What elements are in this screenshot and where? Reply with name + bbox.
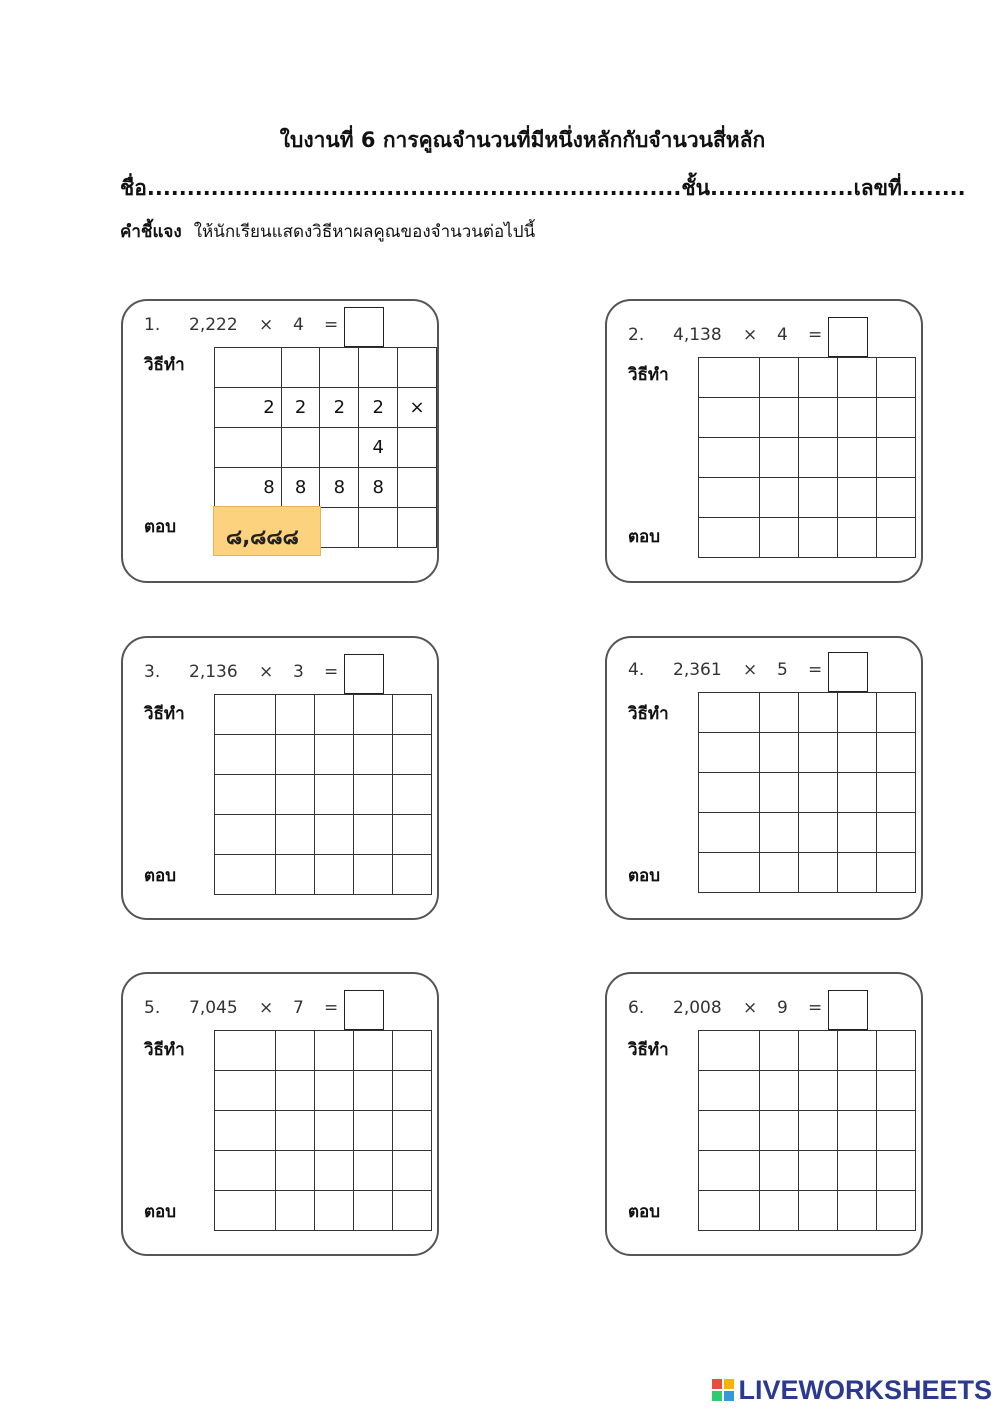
method-label: วิธีทำ: [144, 704, 185, 724]
grid-cell[interactable]: [354, 1151, 393, 1191]
grid-cell[interactable]: [877, 358, 916, 398]
grid-cell[interactable]: [398, 508, 437, 548]
grid-cell[interactable]: [398, 468, 437, 508]
grid-cell[interactable]: [799, 518, 838, 558]
grid-cell[interactable]: [354, 1071, 393, 1111]
grid-cell[interactable]: [838, 398, 877, 438]
grid-cell[interactable]: [393, 1031, 432, 1071]
method-label: วิธีทำ: [628, 704, 669, 724]
grid-cell[interactable]: [799, 358, 838, 398]
grid-cell[interactable]: [799, 693, 838, 733]
grid-cell[interactable]: [838, 1031, 877, 1071]
grid-cell[interactable]: [760, 1111, 799, 1151]
grid-cell[interactable]: [276, 695, 315, 735]
grid-cell[interactable]: [315, 1191, 354, 1231]
question-card-5: [121, 972, 439, 1256]
grid-cell[interactable]: [799, 1151, 838, 1191]
equals-sign: =: [808, 998, 823, 1018]
grid-cell[interactable]: 2: [359, 388, 398, 428]
grid-cell[interactable]: [215, 1031, 276, 1071]
grid-cell[interactable]: [354, 775, 393, 815]
grid-cell[interactable]: 8: [320, 468, 359, 508]
grid-cell[interactable]: [699, 518, 760, 558]
grid-cell[interactable]: [838, 518, 877, 558]
question-number: 4.: [628, 660, 645, 680]
grid-cell[interactable]: [276, 1151, 315, 1191]
grid-cell[interactable]: [838, 813, 877, 853]
grid-cell[interactable]: [215, 695, 276, 735]
grid-cell[interactable]: [699, 398, 760, 438]
grid-cell[interactable]: [877, 1151, 916, 1191]
grid-cell[interactable]: [393, 1191, 432, 1231]
grid-cell[interactable]: [699, 1031, 760, 1071]
grid-cell[interactable]: [699, 1071, 760, 1111]
grid-cell[interactable]: [393, 1151, 432, 1191]
grid-cell[interactable]: [877, 1071, 916, 1111]
grid-cell[interactable]: 8: [281, 468, 320, 508]
grid-cell[interactable]: [699, 478, 760, 518]
grid-cell[interactable]: [315, 855, 354, 895]
grid-cell[interactable]: [799, 813, 838, 853]
grid-cell[interactable]: [838, 478, 877, 518]
grid-cell[interactable]: [354, 735, 393, 775]
grid-cell[interactable]: [877, 773, 916, 813]
grid-cell[interactable]: [699, 773, 760, 813]
grid-cell[interactable]: [215, 775, 276, 815]
grid-cell[interactable]: [320, 428, 359, 468]
grid-cell[interactable]: [760, 398, 799, 438]
grid-cell[interactable]: [276, 735, 315, 775]
grid-cell[interactable]: [354, 815, 393, 855]
grid-cell[interactable]: [393, 855, 432, 895]
grid-cell[interactable]: [877, 1031, 916, 1071]
multiplier: 5: [777, 660, 788, 680]
grid-cell[interactable]: [315, 1111, 354, 1151]
work-grid: [214, 694, 432, 895]
grid-cell[interactable]: [699, 853, 760, 893]
grid-cell[interactable]: [315, 1031, 354, 1071]
method-label: วิธีทำ: [628, 365, 669, 385]
grid-cell[interactable]: [276, 1031, 315, 1071]
multiplicand: 2,222: [189, 315, 238, 335]
answer-box[interactable]: [828, 990, 868, 1030]
grid-cell[interactable]: [354, 1031, 393, 1071]
grid-cell[interactable]: [699, 693, 760, 733]
grid-cell[interactable]: [877, 693, 916, 733]
times-sign: ×: [743, 660, 758, 680]
grid-cell[interactable]: [315, 1071, 354, 1111]
grid-cell[interactable]: [315, 775, 354, 815]
grid-cell[interactable]: [699, 358, 760, 398]
grid-cell[interactable]: [760, 358, 799, 398]
answer-label: ตอบ: [628, 1202, 661, 1222]
grid-cell[interactable]: [276, 1191, 315, 1231]
grid-cell[interactable]: [760, 1071, 799, 1111]
grid-cell[interactable]: [276, 815, 315, 855]
grid-cell[interactable]: [838, 693, 877, 733]
grid-cell[interactable]: [320, 348, 359, 388]
grid-cell[interactable]: [838, 1071, 877, 1111]
grid-cell[interactable]: [799, 438, 838, 478]
grid-cell[interactable]: [215, 1151, 276, 1191]
instruction-label: คำชี้แจง: [120, 222, 182, 242]
grid-cell[interactable]: [799, 1031, 838, 1071]
grid-cell[interactable]: [276, 1071, 315, 1111]
answer-label: ตอบ: [628, 866, 661, 886]
grid-cell[interactable]: [877, 478, 916, 518]
equals-sign: =: [808, 660, 823, 680]
grid-cell[interactable]: [799, 1191, 838, 1231]
grid-cell[interactable]: [215, 735, 276, 775]
grid-cell[interactable]: [354, 695, 393, 735]
grid-cell[interactable]: [838, 358, 877, 398]
question-card-4: [605, 636, 923, 920]
work-grid: [698, 1030, 916, 1231]
grid-cell[interactable]: [315, 1151, 354, 1191]
grid-cell[interactable]: [276, 855, 315, 895]
grid-cell[interactable]: 2: [281, 388, 320, 428]
grid-cell[interactable]: [315, 735, 354, 775]
grid-cell[interactable]: [315, 815, 354, 855]
grid-cell[interactable]: [215, 855, 276, 895]
grid-cell[interactable]: [215, 815, 276, 855]
grid-cell[interactable]: [799, 1111, 838, 1151]
grid-cell[interactable]: [393, 735, 432, 775]
grid-cell[interactable]: [215, 1111, 276, 1151]
work-grid: [698, 357, 916, 558]
multiplicand: 7,045: [189, 998, 238, 1018]
grid-cell[interactable]: [215, 1071, 276, 1111]
grid-cell[interactable]: 4: [359, 428, 398, 468]
grid-cell[interactable]: [760, 1031, 799, 1071]
grid-cell[interactable]: [799, 773, 838, 813]
multiplicand: 2,361: [673, 660, 722, 680]
logo-squares-icon: [712, 1379, 734, 1401]
answer-box[interactable]: [828, 652, 868, 692]
grid-cell[interactable]: [315, 695, 354, 735]
grid-cell[interactable]: [215, 428, 282, 468]
grid-cell[interactable]: [877, 438, 916, 478]
grid-cell[interactable]: [877, 813, 916, 853]
grid-cell[interactable]: [838, 1191, 877, 1231]
grid-cell[interactable]: 8: [215, 468, 282, 508]
multiplier: 3: [293, 662, 304, 682]
grid-cell[interactable]: [760, 478, 799, 518]
grid-cell[interactable]: [699, 1111, 760, 1151]
liveworksheets-logo[interactable]: [712, 1373, 992, 1407]
question-number: 2.: [628, 325, 645, 345]
grid-cell[interactable]: [760, 1191, 799, 1231]
question-number: 1.: [144, 315, 161, 335]
grid-cell[interactable]: [398, 348, 437, 388]
grid-cell[interactable]: [393, 1071, 432, 1111]
grid-cell[interactable]: [276, 775, 315, 815]
grid-cell[interactable]: 2: [215, 388, 282, 428]
times-sign: ×: [259, 998, 274, 1018]
grid-cell[interactable]: [393, 1111, 432, 1151]
grid-cell[interactable]: [799, 1071, 838, 1111]
multiplier: 9: [777, 998, 788, 1018]
times-sign: ×: [743, 998, 758, 1018]
answer-label: ตอบ: [628, 527, 661, 547]
method-label: วิธีทำ: [144, 1040, 185, 1060]
equals-sign: =: [324, 998, 339, 1018]
work-grid: [698, 692, 916, 893]
grid-cell[interactable]: [838, 733, 877, 773]
grid-cell[interactable]: [799, 478, 838, 518]
grid-cell[interactable]: [799, 398, 838, 438]
grid-cell[interactable]: [838, 438, 877, 478]
grid-cell[interactable]: ×: [398, 388, 437, 428]
method-label: วิธีทำ: [628, 1040, 669, 1060]
grid-cell[interactable]: [760, 1151, 799, 1191]
grid-cell[interactable]: [699, 733, 760, 773]
grid-cell[interactable]: [760, 813, 799, 853]
answer-label: ตอบ: [144, 866, 177, 886]
grid-cell[interactable]: [699, 1191, 760, 1231]
grid-cell[interactable]: [281, 428, 320, 468]
equals-sign: =: [324, 662, 339, 682]
answer-label: ตอบ: [144, 517, 177, 537]
question-card-3: [121, 636, 439, 920]
grid-cell[interactable]: [215, 1191, 276, 1231]
method-label: วิธีทำ: [144, 355, 185, 375]
grid-cell[interactable]: [354, 855, 393, 895]
multiplicand: 4,138: [673, 325, 722, 345]
multiplicand: 2,008: [673, 998, 722, 1018]
multiplicand: 2,136: [189, 662, 238, 682]
logo-text: LIVEWORKSHEETS: [738, 1374, 992, 1405]
work-grid: [214, 1030, 432, 1231]
answer-box[interactable]: [344, 654, 384, 694]
equals-sign: =: [808, 325, 823, 345]
times-sign: ×: [259, 315, 274, 335]
question-number: 5.: [144, 998, 161, 1018]
grid-cell[interactable]: [838, 1111, 877, 1151]
worksheet-title: ใบงานที่ 6 การคูณจำนวนที่มีหนึ่งหลักกับจำนวนสี่หลัก: [279, 128, 766, 152]
times-sign: ×: [259, 662, 274, 682]
grid-cell[interactable]: [398, 428, 437, 468]
grid-cell[interactable]: [281, 348, 320, 388]
grid-cell[interactable]: [760, 853, 799, 893]
question-number: 3.: [144, 662, 161, 682]
grid-cell[interactable]: 2: [320, 388, 359, 428]
grid-cell[interactable]: [215, 348, 282, 388]
grid-cell[interactable]: [359, 348, 398, 388]
grid-cell[interactable]: [877, 398, 916, 438]
multiplier: 7: [293, 998, 304, 1018]
grid-cell[interactable]: 8: [359, 468, 398, 508]
equals-sign: =: [324, 315, 339, 335]
times-sign: ×: [743, 325, 758, 345]
answer-box[interactable]: [344, 307, 384, 347]
filled-answer[interactable]: ๘,๘๘๘: [213, 506, 321, 556]
grid-cell[interactable]: [799, 733, 838, 773]
grid-cell[interactable]: [877, 1111, 916, 1151]
answer-box[interactable]: [828, 317, 868, 357]
grid-cell[interactable]: [359, 508, 398, 548]
grid-cell[interactable]: [877, 733, 916, 773]
grid-cell[interactable]: [699, 813, 760, 853]
answer-box[interactable]: [344, 990, 384, 1030]
grid-cell[interactable]: [354, 1111, 393, 1151]
grid-cell[interactable]: [320, 508, 359, 548]
answer-label: ตอบ: [144, 1202, 177, 1222]
grid-cell[interactable]: [838, 1151, 877, 1191]
grid-cell[interactable]: [393, 695, 432, 735]
question-card-2: [605, 299, 923, 583]
grid-cell[interactable]: [760, 438, 799, 478]
grid-cell[interactable]: [877, 518, 916, 558]
instruction-text: ให้นักเรียนแสดงวิธีหาผลคูณของจำนวนต่อไปนี้: [193, 222, 536, 242]
instruction: [120, 218, 535, 245]
grid-cell[interactable]: [760, 693, 799, 733]
grid-cell[interactable]: [838, 853, 877, 893]
grid-cell[interactable]: [877, 853, 916, 893]
name-class-number-line: ชื่อ...................................................................ชั้น..................เลขที่........: [120, 176, 966, 200]
multiplier: 4: [293, 315, 304, 335]
grid-cell[interactable]: [699, 1151, 760, 1191]
grid-cell[interactable]: [393, 775, 432, 815]
grid-cell[interactable]: [354, 1191, 393, 1231]
multiplier: 4: [777, 325, 788, 345]
grid-cell[interactable]: [838, 773, 877, 813]
grid-cell[interactable]: [699, 438, 760, 478]
grid-cell[interactable]: [393, 815, 432, 855]
grid-cell[interactable]: [760, 733, 799, 773]
grid-cell[interactable]: [760, 773, 799, 813]
question-number: 6.: [628, 998, 645, 1018]
question-card-6: [605, 972, 923, 1256]
grid-cell[interactable]: [877, 1191, 916, 1231]
question-card-1: [121, 299, 439, 583]
grid-cell[interactable]: [799, 853, 838, 893]
grid-cell[interactable]: [760, 518, 799, 558]
grid-cell[interactable]: [276, 1111, 315, 1151]
